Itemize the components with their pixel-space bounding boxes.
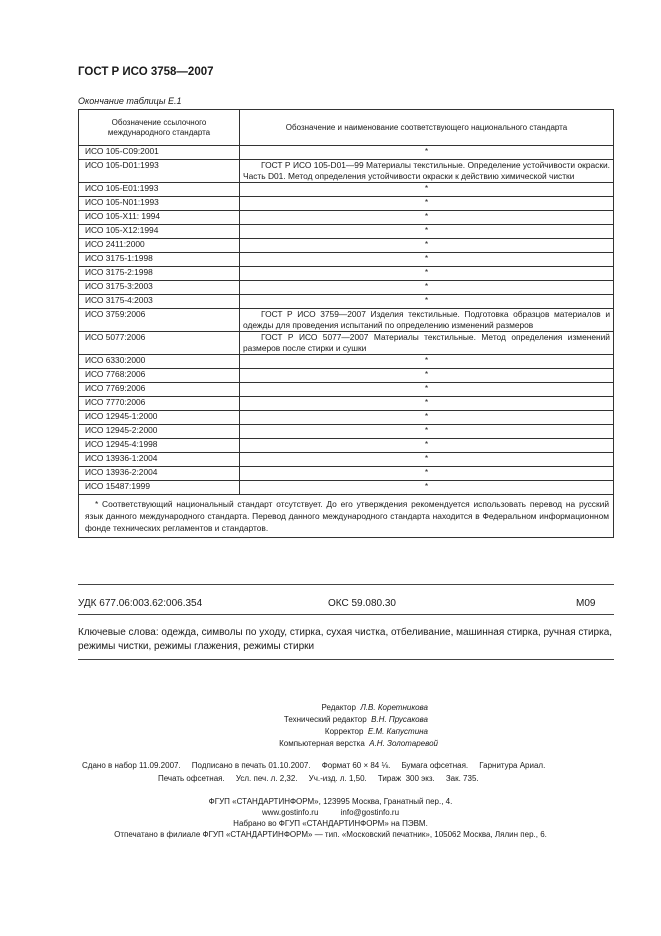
credit-tech-editor-label: Технический редактор (283, 715, 367, 724)
national-standard-cell: * (240, 253, 614, 267)
national-standard-cell: * (240, 211, 614, 225)
table-row (79, 281, 614, 295)
table-row (79, 467, 614, 481)
print-info-line2: Печать офсетная. Усл. печ. л. 2,32. Уч.-изд. л. 1,50. Тираж 300 экз. Зак. 735. (158, 774, 479, 783)
national-standard-cell: * (240, 295, 614, 309)
table-row (79, 160, 614, 183)
table-row (79, 481, 614, 495)
ref-standard-cell: ИСО 3175-2:1998 (79, 267, 240, 281)
ref-standard-cell: ИСО 3175-3:2003 (79, 281, 240, 295)
ref-standard-cell: ИСО 7768:2006 (79, 369, 240, 383)
table-row (79, 439, 614, 453)
print-info-line1: Сдано в набор 11.09.2007. Подписано в печать 01.10.2007. Формат 60 × 84 ⅛. Бумага офсетная. Гарнитура Ариал. (82, 761, 546, 770)
ref-standard-cell: ИСО 13936-2:2004 (79, 467, 240, 481)
table-row (79, 383, 614, 397)
table-footnote-row (79, 495, 614, 538)
national-standard-cell: * (240, 369, 614, 383)
table-row (79, 355, 614, 369)
credit-corrector-label: Корректор (324, 727, 364, 736)
table-caption: Окончание таблицы Е.1 (78, 96, 182, 106)
credit-editor (321, 703, 428, 712)
header-national-standard: Обозначение и наименование соответствующего национального стандарта (240, 110, 614, 146)
national-standard-cell: * (240, 453, 614, 467)
credit-tech-editor (284, 715, 428, 724)
publisher-address: ФГУП «СТАНДАРТИНФОРМ», 123995 Москва, Гранатный пер., 4. (208, 797, 453, 806)
header-ref-standard: Обозначение ссылочного международного стандарта (79, 110, 240, 146)
ref-standard-cell: ИСО 15487:1999 (79, 481, 240, 495)
table-footnote: * Соответствующий национальный стандарт отсутствует. До его утверждения рекомендуется использовать перевод на русский язык данного международного стандарта. Перевод данного международного стандарта находится в Федеральном информационном фонде технических регламентов и стандартов. (79, 495, 614, 538)
table-row (79, 411, 614, 425)
national-standard-cell: * (240, 467, 614, 481)
table-row (79, 225, 614, 239)
table-row (79, 146, 614, 160)
national-standard-cell: ГОСТ Р ИСО 5077—2007 Материалы текстильные. Метод определения изменений размеров после стирки и сушки (240, 332, 614, 355)
national-standard-cell: * (240, 425, 614, 439)
national-standard-cell: * (240, 355, 614, 369)
ref-standard-cell: ИСО 105-C09:2001 (79, 146, 240, 160)
ref-standard-cell: ИСО 2411:2000 (79, 239, 240, 253)
national-standard-cell: * (240, 481, 614, 495)
table-row (79, 267, 614, 281)
table-row (79, 425, 614, 439)
table-row (79, 397, 614, 411)
ref-standard-cell: ИСО 105-X12:1994 (79, 225, 240, 239)
publisher-web: www.gostinfo.ru info@gostinfo.ru (261, 808, 400, 817)
national-standard-cell: * (240, 439, 614, 453)
document-title: ГОСТ Р ИСО 3758—2007 (78, 66, 214, 78)
table-row (79, 295, 614, 309)
ref-standard-cell: ИСО 3175-1:1998 (79, 253, 240, 267)
ref-standard-cell: ИСО 13936-1:2004 (79, 453, 240, 467)
divider-top (78, 584, 614, 585)
table-row (79, 453, 614, 467)
national-standard-cell: ГОСТ Р ИСО 3759—2007 Изделия текстильные. Подготовка образцов материалов и одежды для проведения испытаний по определению изменений размеров (240, 309, 614, 332)
publisher-typeset: Набрано во ФГУП «СТАНДАРТИНФОРМ» на ПЭВМ. (233, 819, 428, 828)
udk-code: УДК 677.06:003.62:006.354 (78, 598, 203, 609)
ref-standard-cell: ИСО 105-D01:1993 (79, 160, 240, 183)
credit-editor-name: Л.В. Коретникова (360, 703, 428, 712)
credit-tech-editor-name: В.Н. Прусакова (371, 715, 428, 724)
credit-layout (279, 739, 438, 748)
ref-standard-cell: ИСО 105-N01:1993 (79, 197, 240, 211)
national-standard-cell: * (240, 397, 614, 411)
table-row (79, 332, 614, 355)
table-row (79, 369, 614, 383)
ref-standard-cell: ИСО 7769:2006 (79, 383, 240, 397)
national-standard-cell: * (240, 239, 614, 253)
table-row (79, 211, 614, 225)
keywords: Ключевые слова: одежда, символы по уходу, стирка, сухая чистка, отбеливание, машинная стирка, ручная стирка, режимы чистки, режимы глажения, режимы стирки (78, 627, 613, 652)
credit-editor-label: Редактор (321, 703, 356, 712)
national-standard-cell: * (240, 183, 614, 197)
national-standard-cell: * (240, 197, 614, 211)
table-row (79, 197, 614, 211)
table-row (79, 183, 614, 197)
national-standard-cell: * (240, 146, 614, 160)
ref-standard-cell: ИСО 6330:2000 (79, 355, 240, 369)
national-standard-cell: * (240, 383, 614, 397)
national-standard-cell: ГОСТ Р ИСО 105-D01—99 Материалы текстильные. Определение устойчивости окраски. Часть D01. Метод определения устойчивости окраски к действию химической чистки (240, 160, 614, 183)
credit-corrector-name: Е.М. Капустина (367, 727, 428, 736)
publisher-printed: Отпечатано в филиале ФГУП «СТАНДАРТИНФОРМ» — тип. «Московский печатник», 105062 Москва, Лялин пер., 6. (114, 830, 547, 839)
table-row (79, 309, 614, 332)
ref-standard-cell: ИСО 5077:2006 (79, 332, 240, 355)
national-standard-cell: * (240, 267, 614, 281)
credit-layout-name: А.Н. Золотаревой (369, 739, 438, 748)
ref-standard-cell: ИСО 3175-4:2003 (79, 295, 240, 309)
ref-standard-cell: ИСО 12945-1:2000 (79, 411, 240, 425)
m-code: М09 (576, 598, 596, 609)
national-standard-cell: * (240, 411, 614, 425)
ref-standard-cell: ИСО 105-E01:1993 (79, 183, 240, 197)
divider-middle (78, 614, 614, 615)
ref-standard-cell: ИСО 12945-4:1998 (79, 439, 240, 453)
credit-corrector (325, 727, 428, 736)
ref-standard-cell: ИСО 3759:2006 (79, 309, 240, 332)
credit-layout-label: Компьютерная верстка (279, 739, 365, 748)
national-standard-cell: * (240, 281, 614, 295)
ref-standard-cell: ИСО 105-X11: 1994 (79, 211, 240, 225)
standards-table (78, 109, 614, 538)
ref-standard-cell: ИСО 7770:2006 (79, 397, 240, 411)
oks-code: ОКС 59.080.30 (328, 598, 396, 609)
table-row (79, 253, 614, 267)
divider-bottom (78, 659, 614, 660)
national-standard-cell: * (240, 225, 614, 239)
ref-standard-cell: ИСО 12945-2:2000 (79, 425, 240, 439)
table-row (79, 239, 614, 253)
